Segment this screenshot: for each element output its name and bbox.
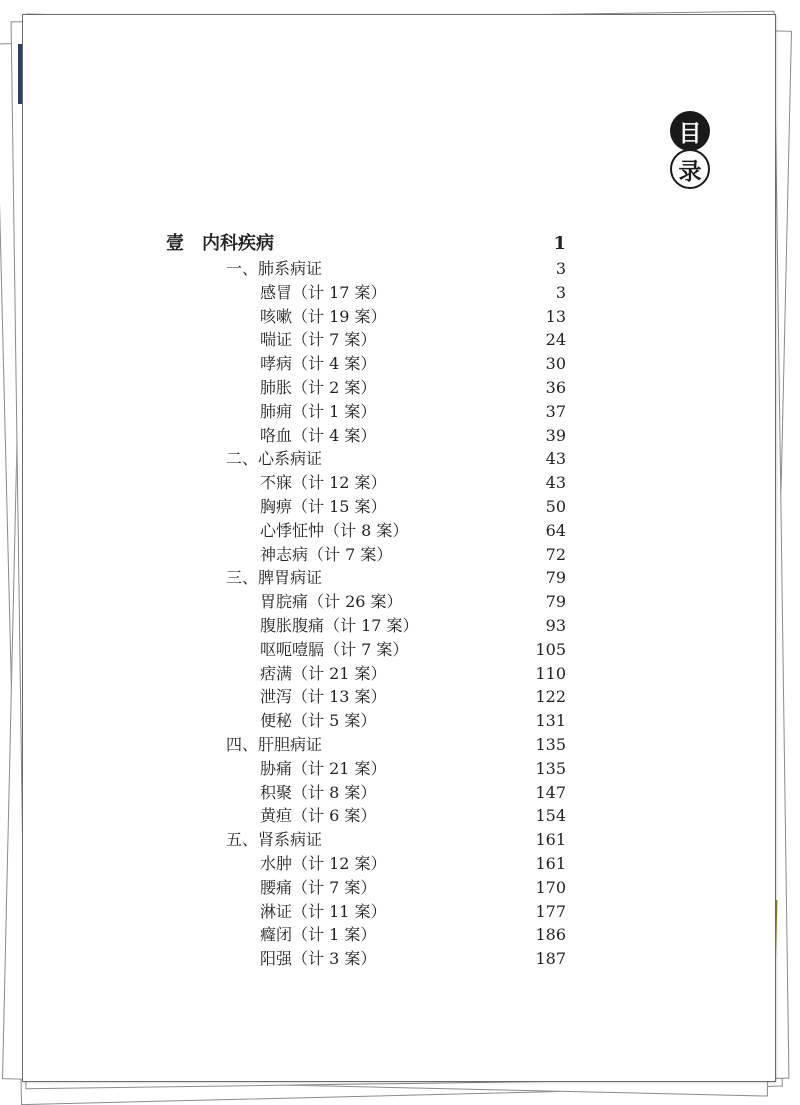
entry-page-number: 39 — [545, 425, 566, 445]
entry-page-number: 161 — [535, 830, 566, 850]
entry-page-number: 187 — [535, 949, 566, 969]
toc-chapter[interactable] — [166, 257, 566, 281]
entry-page-number: 186 — [535, 925, 566, 945]
entry-title: 淋证（计 11 案） — [260, 901, 387, 921]
entry-title: 胃脘痛（计 26 案） — [260, 592, 403, 612]
entry-title: 咯血（计 4 案） — [260, 425, 377, 445]
entry-page-number: 154 — [535, 806, 566, 826]
toc-entry[interactable] — [166, 900, 566, 924]
toc-entry[interactable] — [166, 757, 566, 781]
entry-title: 肺痈（计 1 案） — [260, 401, 377, 421]
entry-title: 二、心系病证 — [226, 449, 323, 469]
entry-title: 五、肾系病证 — [226, 830, 323, 850]
entry-page-number: 135 — [535, 758, 566, 778]
entry-title: 阳强（计 3 案） — [260, 949, 377, 969]
entry-title: 三、脾胃病证 — [226, 568, 323, 588]
toc-chapter[interactable] — [166, 828, 566, 852]
entry-title: 四、肝胆病证 — [226, 734, 323, 754]
entry-title: 泄泻（计 13 案） — [260, 687, 387, 707]
toc-entry[interactable] — [166, 519, 566, 543]
entry-title: 便秘（计 5 案） — [260, 711, 377, 731]
toc-entry[interactable] — [166, 424, 566, 448]
toc-entry[interactable] — [166, 804, 566, 828]
entry-page-number: 110 — [535, 663, 566, 683]
toc-entry[interactable] — [166, 876, 566, 900]
entry-page-number: 147 — [535, 782, 566, 802]
toc-entry[interactable] — [166, 543, 566, 567]
entry-page-number: 122 — [535, 687, 566, 707]
toc-entry[interactable] — [166, 471, 566, 495]
entry-title: 喘证（计 7 案） — [260, 330, 377, 350]
entry-page-number: 72 — [545, 544, 566, 564]
entry-page-number: 36 — [545, 377, 566, 397]
entry-page-number: 93 — [545, 615, 566, 635]
entry-page-number: 161 — [535, 853, 566, 873]
toc-chapter[interactable] — [166, 566, 566, 590]
entry-title: 水肿（计 12 案） — [260, 853, 387, 873]
entry-page-number: 177 — [535, 901, 566, 921]
toc-page — [22, 14, 776, 1082]
entry-page-number: 135 — [535, 734, 566, 754]
part-number: 壹 — [166, 233, 184, 254]
entry-page-number: 43 — [545, 449, 566, 469]
entry-title: 不寐（计 12 案） — [260, 473, 387, 493]
toc-chapter[interactable] — [166, 447, 566, 471]
contents-badge-bottom: 录 — [670, 149, 710, 189]
entry-page-number: 131 — [535, 711, 566, 731]
part-page: 1 — [553, 233, 566, 254]
toc-entry[interactable] — [166, 328, 566, 352]
entry-title: 腰痛（计 7 案） — [260, 877, 377, 897]
toc-entry[interactable] — [166, 709, 566, 733]
entry-title: 哮病（计 4 案） — [260, 354, 377, 374]
toc-entry[interactable] — [166, 947, 566, 971]
toc-entry[interactable] — [166, 852, 566, 876]
toc-chapter[interactable] — [166, 733, 566, 757]
toc-entry[interactable] — [166, 376, 566, 400]
entry-title: 癃闭（计 1 案） — [260, 925, 377, 945]
toc-entry[interactable] — [166, 590, 566, 614]
entry-page-number: 37 — [545, 401, 566, 421]
toc-part-heading[interactable] — [166, 231, 566, 257]
toc-entry[interactable] — [166, 662, 566, 686]
entry-page-number: 43 — [545, 473, 566, 493]
table-of-contents — [166, 231, 566, 971]
entry-page-number: 105 — [535, 639, 566, 659]
entry-page-number: 30 — [545, 354, 566, 374]
toc-entry[interactable] — [166, 685, 566, 709]
entry-title: 一、肺系病证 — [226, 259, 323, 278]
entry-title: 腹胀腹痛（计 17 案） — [260, 615, 419, 635]
toc-entry[interactable] — [166, 923, 566, 947]
toc-entry[interactable] — [166, 305, 566, 329]
toc-entries — [166, 257, 566, 971]
toc-entry[interactable] — [166, 614, 566, 638]
entry-page-number: 13 — [545, 306, 566, 326]
entry-title: 呕呃噎膈（计 7 案） — [260, 639, 409, 659]
entry-page-number: 79 — [545, 592, 566, 612]
entry-page-number: 3 — [555, 259, 566, 278]
contents-badge-top: 目 — [670, 111, 710, 151]
toc-entry[interactable] — [166, 638, 566, 662]
entry-title: 心悸怔忡（计 8 案） — [260, 520, 409, 540]
toc-entry[interactable] — [166, 495, 566, 519]
toc-entry[interactable] — [166, 781, 566, 805]
entry-title: 胸痹（计 15 案） — [260, 496, 387, 516]
entry-page-number: 79 — [545, 568, 566, 588]
entry-page-number: 24 — [545, 330, 566, 350]
entry-page-number: 50 — [545, 496, 566, 516]
entry-page-number: 64 — [545, 520, 566, 540]
toc-entry[interactable] — [166, 400, 566, 424]
entry-title: 肺胀（计 2 案） — [260, 377, 377, 397]
entry-title: 痞满（计 21 案） — [260, 663, 387, 683]
entry-title: 黄疸（计 6 案） — [260, 806, 377, 826]
entry-title: 咳嗽（计 19 案） — [260, 306, 387, 326]
entry-title: 积聚（计 8 案） — [260, 782, 377, 802]
entry-title: 胁痛（计 21 案） — [260, 758, 387, 778]
entry-page-number: 3 — [555, 282, 566, 302]
entry-page-number: 170 — [535, 877, 566, 897]
toc-entry[interactable] — [166, 281, 566, 305]
entry-title: 神志病（计 7 案） — [260, 544, 393, 564]
entry-title: 感冒（计 17 案） — [260, 282, 387, 302]
toc-entry[interactable] — [166, 352, 566, 376]
part-title: 内科疾病 — [202, 233, 274, 254]
